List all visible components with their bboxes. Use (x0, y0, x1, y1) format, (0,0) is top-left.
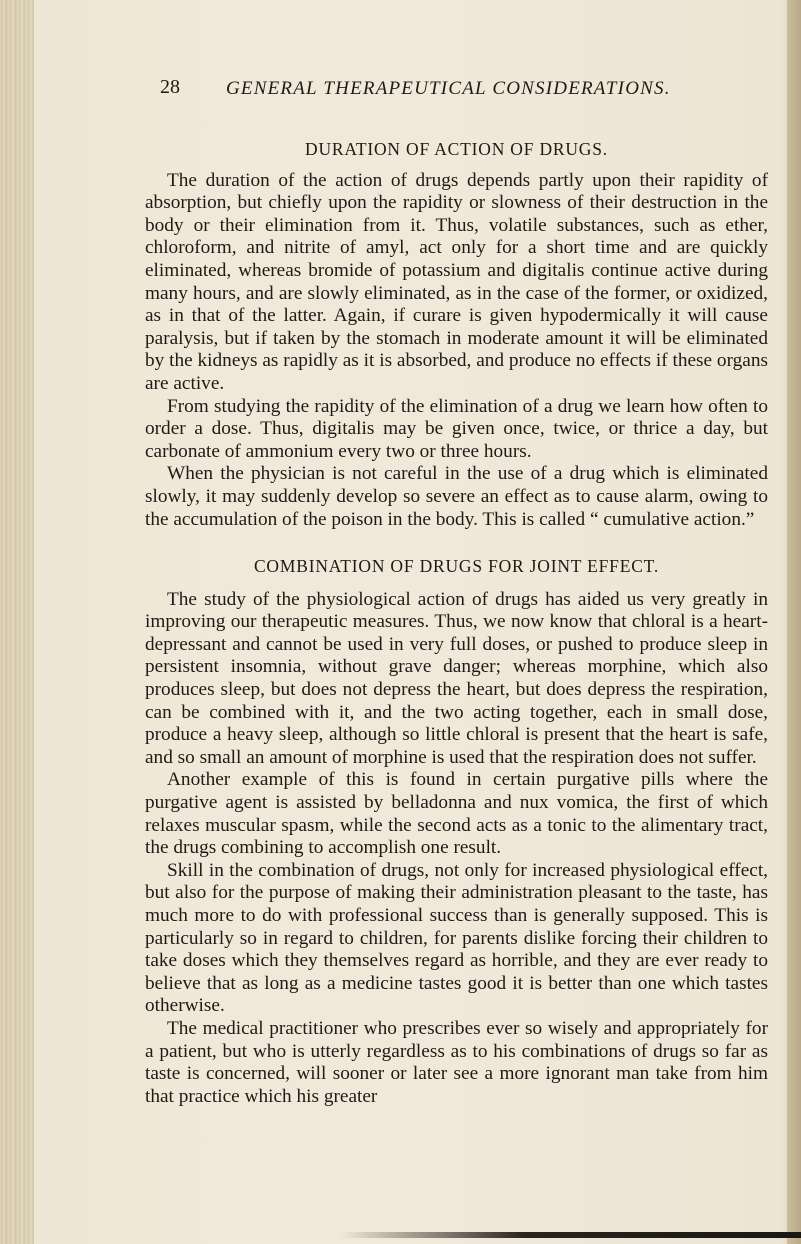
paragraph: Skill in the combination of drugs, not only for increased physiological effect, but also for the purpose of making their administration pleasant to the taste, has much more to do with professional success than is generally supposed. This is particularly so in regard to children, for parents dislike forcing their children to take doses which they themselves regard as horrible, and they are ever ready to believe that as long as a medicine tastes good it is better than one which tastes otherwise. (145, 859, 768, 1017)
paragraph: The study of the physiological action of drugs has aided us very greatly in improving our therapeutic measures. Thus, we now know that chloral is a heart-depressant and cannot be used in very full doses, or pushed to produce sleep in persistent insomnia, without grave danger; whereas morphine, which also produces sleep, but does not depress the heart, but does depress the respiration, can be combined with it, and the two acting together, each in small dose, produce a heavy sleep, although so little chloral is present that the heart is safe, and so small an amount of morphine is used that the respiration does not suffer. (145, 588, 768, 768)
paragraph: From studying the rapidity of the elimination of a drug we learn how often to order a dose. Thus, digitalis may be given once, twice, or thrice a day, but carbonate of ammonium every two or three hours. (145, 395, 768, 462)
page-bottom-edge (340, 1232, 801, 1238)
page-gutter-edge (0, 0, 34, 1244)
section-heading-duration: DURATION OF ACTION OF DRUGS. (305, 139, 608, 159)
section-heading-combination: COMBINATION OF DRUGS FOR JOINT EFFECT. (253, 556, 660, 577)
paragraph: The medical practitioner who prescribes ever so wisely and appropriately for a patient, but who is utterly regardless as to his combinations of drugs so far as taste is concerned, will sooner or later see a more ignorant man take from him that practice which his greater (145, 1017, 768, 1107)
body-text (145, 138, 768, 1108)
running-head: GENERAL THERAPEUTICAL CONSIDERATIONS. (226, 78, 671, 99)
paragraph: Another example of this is found in certain purgative pills where the purgative agent is assisted by belladonna and nux vomica, the first of which relaxes muscular spasm, while the second acts as a tonic to the alimentary tract, the drugs combining to accomplish one result. (145, 769, 768, 859)
page-number: 28 (160, 76, 180, 98)
paragraph: The duration of the action of drugs depends partly upon their rapidity of absorption, but chiefly upon the rapidity or slowness of their destruction in the body or their elimination from it. Thus, volatile substances, such as ether, chloroform, and nitrite of amyl, act only for a short time and are quickly eliminated, whereas bromide of potassium and digitalis continue active during many hours, and are slowly eliminated, as in the case of the former, or oxidized, as in that of the latter. Again, if curare is given hypodermically it will cause paralysis, but if taken by the stomach in moderate amount it will be eliminated by the kidneys as rapidly as it is absorbed, and produce no effects if these organs are active. (145, 169, 768, 394)
paragraph: When the physician is not careful in the use of a drug which is eliminated slowly, it may suddenly develop so severe an effect as to cause alarm, owing to the accumulation of the poison in the body. This is called “ cumulative action.” (145, 463, 768, 530)
page-right-edge (787, 0, 801, 1244)
